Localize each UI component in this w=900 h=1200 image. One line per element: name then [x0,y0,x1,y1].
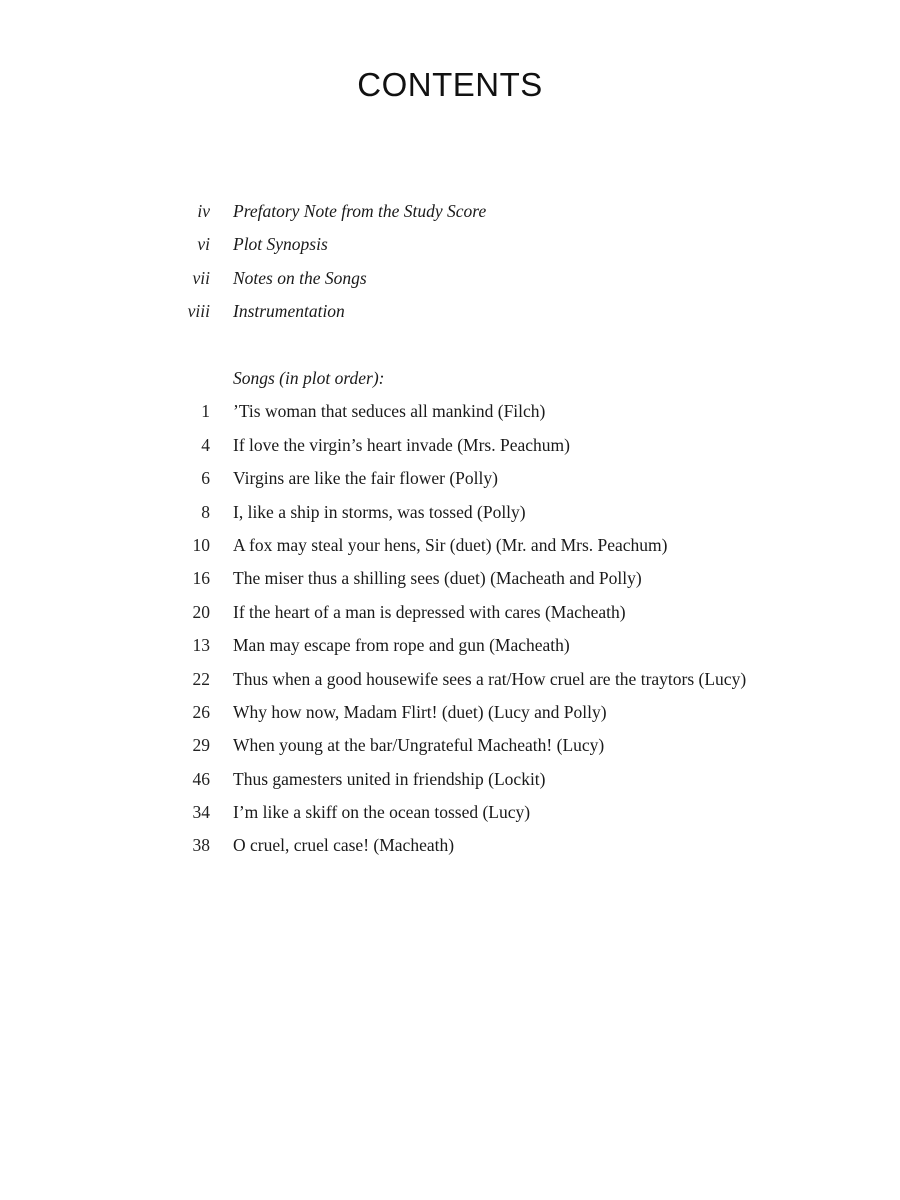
song-entry [0,696,900,729]
song-entry [0,462,900,495]
song-page-number: 6 [201,468,210,489]
toc-entry [0,295,900,328]
song-page-number: 13 [192,635,210,656]
song-title: I, like a ship in storms, was tossed (Polly) [233,501,526,522]
song-entry [0,729,900,762]
song-title: Man may escape from rope and gun (Macheath) [233,635,570,656]
song-title: Virgins are like the fair flower (Polly) [233,468,498,489]
song-entry [0,829,900,862]
toc-entry-label: Notes on the Songs [233,267,367,288]
song-page-number: 16 [192,568,210,589]
song-title: If the heart of a man is depressed with cares (Macheath) [233,601,626,622]
song-entry [0,763,900,796]
song-entry [0,395,900,428]
song-page-number: 22 [192,668,210,689]
song-entry [0,529,900,562]
song-title: ’Tis woman that seduces all mankind (Filch) [233,401,546,422]
song-entry [0,629,900,662]
song-entry [0,496,900,529]
song-entry [0,663,900,696]
songs-list [0,362,900,863]
song-page-number: 10 [192,534,210,555]
songs-heading [0,362,900,395]
song-title: A fox may steal your hens, Sir (duet) (Mr. and Mrs. Peachum) [233,534,668,555]
song-page-number: 4 [201,434,210,455]
toc-page-number: vi [197,234,210,255]
page-title: CONTENTS [357,66,543,103]
song-page-number: 34 [192,802,210,823]
song-page-number: 20 [192,601,210,622]
song-title: If love the virgin’s heart invade (Mrs. Peachum) [233,434,570,455]
song-title: Why how now, Madam Flirt! (duet) (Lucy and Polly) [233,701,607,722]
toc-entry [0,195,900,228]
song-page-number: 38 [192,835,210,856]
song-title: When young at the bar/Ungrateful Macheath! (Lucy) [233,735,605,756]
song-page-number: 26 [192,701,210,722]
toc-page-number: iv [197,201,210,221]
songs-heading-text: Songs (in plot order): [233,368,385,388]
song-title: Thus when a good housewife sees a rat/How cruel are the traytors (Lucy) [233,668,747,689]
song-entry [0,562,900,595]
song-title: I’m like a skiff on the ocean tossed (Lucy) [233,802,531,823]
toc-entry [0,262,900,295]
toc-page-number: vii [192,267,210,288]
toc-entry-label: Plot Synopsis [233,234,328,255]
toc-page-number: viii [187,301,210,322]
song-page-number: 46 [192,768,210,789]
song-page-number: 8 [201,501,210,522]
song-page-number: 29 [192,735,210,756]
song-title: Thus gamesters united in friendship (Lockit) [233,768,546,789]
toc-entry-label: Instrumentation [233,301,345,322]
song-entry [0,429,900,462]
song-entry [0,596,900,629]
toc-entry [0,228,900,261]
song-page-number: 1 [201,401,210,422]
song-title: The miser thus a shilling sees (duet) (Macheath and Polly) [233,568,642,589]
song-title: O cruel, cruel case! (Macheath) [233,835,455,856]
toc-entry-label: Prefatory Note from the Study Score [233,201,487,221]
song-entry [0,796,900,829]
front-matter-list [0,195,900,329]
